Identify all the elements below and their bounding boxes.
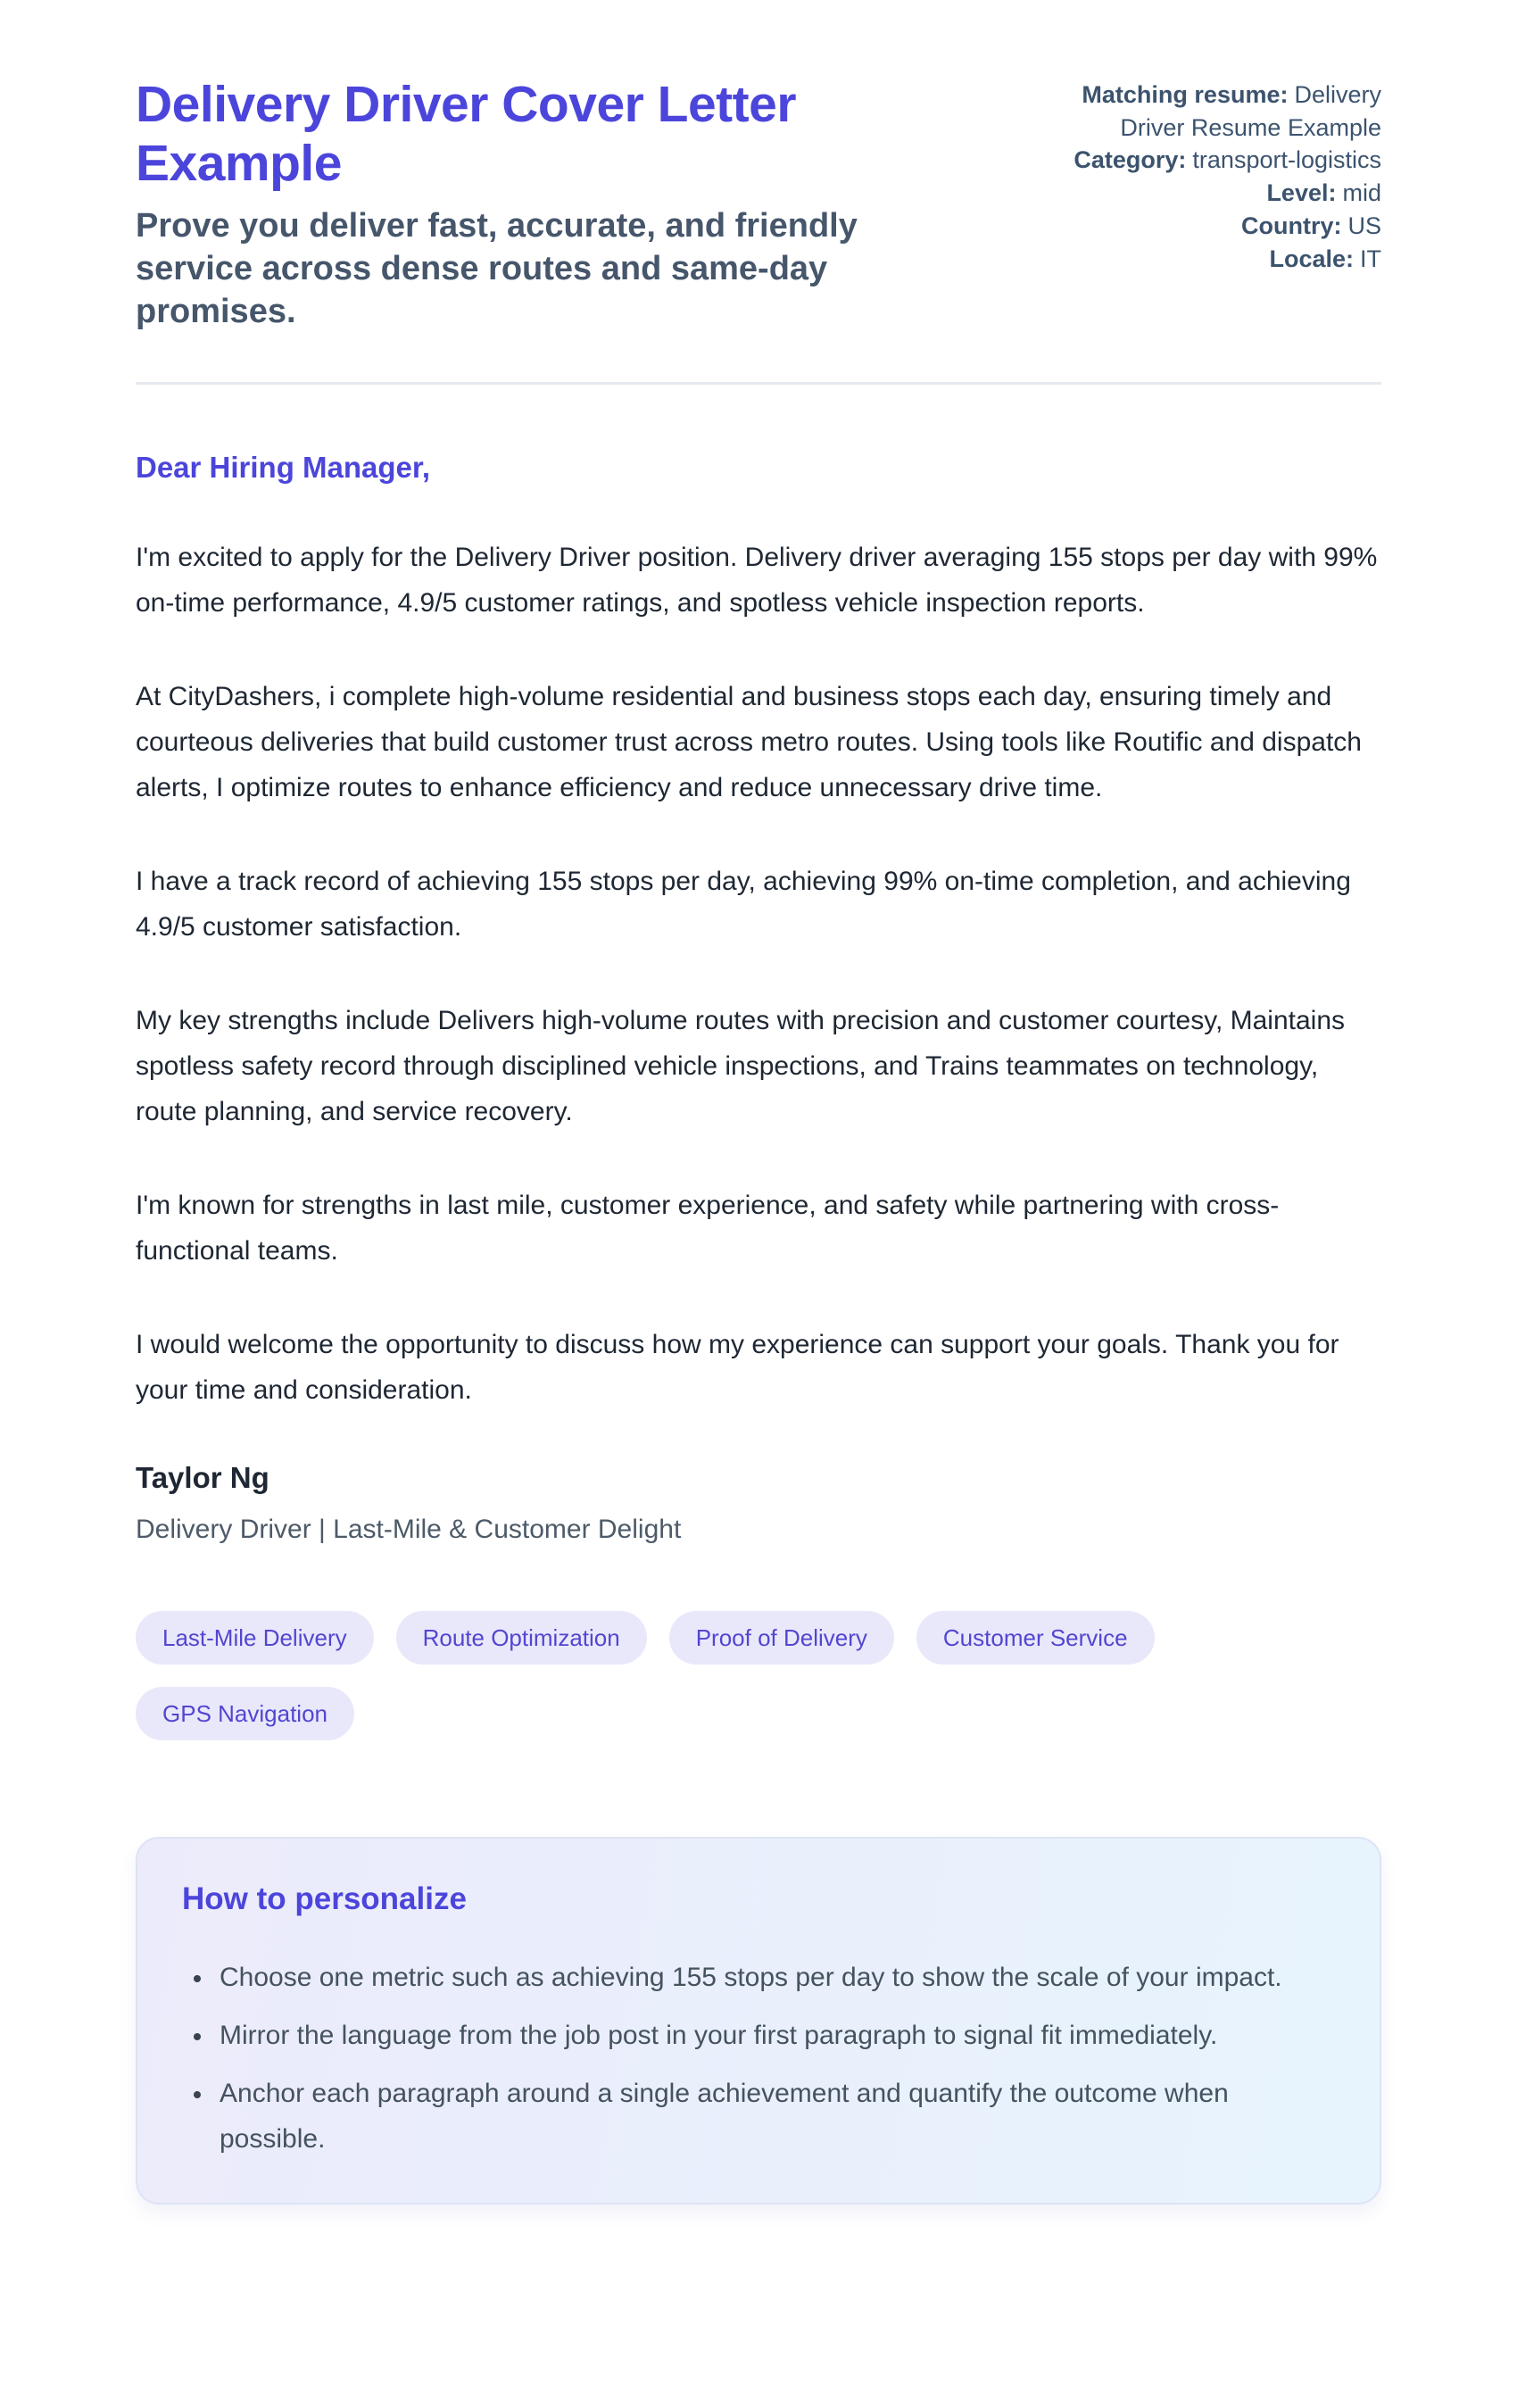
tag-gps-navigation[interactable]: GPS Navigation <box>136 1687 354 1740</box>
skill-tag-list <box>136 1611 1381 1740</box>
meta-country-label: Country: <box>1241 212 1342 239</box>
tag-last-mile-delivery[interactable]: Last-Mile Delivery <box>136 1611 374 1665</box>
personalize-tip-2: • Mirror the language from the job post in your first paragraph to signal fit immediately. <box>214 2013 1335 2058</box>
meta-matching-resume <box>1024 79 1381 144</box>
header-divider <box>136 382 1381 385</box>
page-title: Delivery Driver Cover Letter Example <box>136 76 797 193</box>
meta-country <box>1024 210 1381 243</box>
meta-matching-resume-value: Delivery Driver Resume Example <box>1120 81 1381 141</box>
letter-paragraph-6: I would welcome the opportunity to discuss how my experience can support your goals. Thank you for your time and consideration. <box>136 1329 1339 1405</box>
signature-block <box>136 1461 1381 1545</box>
personalize-tip-3: • Anchor each paragraph around a single achievement and quantify the outcome when possible. <box>214 2071 1335 2162</box>
meta-locale <box>1024 243 1381 276</box>
resume-meta-block <box>1024 79 1381 275</box>
tag-route-optimization[interactable]: Route Optimization <box>396 1611 647 1665</box>
meta-level-label: Level: <box>1266 179 1337 207</box>
meta-category <box>1024 144 1381 177</box>
meta-country-value: US <box>1347 212 1381 239</box>
tag-proof-of-delivery[interactable]: Proof of Delivery <box>669 1611 894 1665</box>
letter-paragraph-1: I'm excited to apply for the Delivery Driver position. Delivery driver averaging 155 stops per day with 99% on-time performance, 4.9/5 customer ratings, and spotless vehicle inspection reports. <box>136 542 1378 618</box>
meta-level <box>1024 177 1381 210</box>
meta-level-value: mid <box>1342 179 1381 207</box>
header-title-block <box>136 75 983 334</box>
page-subtitle: Prove you deliver fast, accurate, and friendly service across dense routes and same-day promises. <box>136 207 858 330</box>
meta-category-value: transport-logistics <box>1192 146 1381 174</box>
meta-locale-value: IT <box>1360 245 1381 272</box>
letter-body <box>136 451 1381 1545</box>
meta-locale-label: Locale: <box>1269 245 1354 272</box>
personalize-heading: How to personalize <box>182 1881 467 1916</box>
tag-customer-service[interactable]: Customer Service <box>916 1611 1155 1665</box>
personalize-tip-1: • Choose one metric such as achieving 155 stops per day to show the scale of your impact. <box>214 1955 1335 2000</box>
signature-role: Delivery Driver | Last-Mile & Customer Delight <box>136 1514 682 1544</box>
meta-category-label: Category: <box>1074 146 1187 174</box>
letter-paragraph-3: I have a track record of achieving 155 stops per day, achieving 99% on-time completion, and achieving 4.9/5 customer satisfaction. <box>136 866 1351 942</box>
personalize-tip-list <box>182 1955 1335 2162</box>
personalize-card <box>136 1837 1381 2205</box>
letter-paragraph-2: At CityDashers, i complete high-volume residential and business stops each day, ensuring timely and courteous deliveries that build customer trust across metro routes. Using tools like Routific and dispatch alerts, I optimize routes to enhance efficiency and reduce unnecessary drive time. <box>136 681 1362 802</box>
letter-paragraph-4: My key strengths include Delivers high-volume routes with precision and customer courtesy, Maintains spotless safety record through disciplined vehicle inspections, and Trains teammates on technology, route planning, and service recovery. <box>136 1005 1346 1126</box>
letter-paragraph-5: I'm known for strengths in last mile, customer experience, and safety while partnering with cross-functional teams. <box>136 1190 1280 1266</box>
letter-greeting: Dear Hiring Manager, <box>136 450 431 484</box>
signature-name: Taylor Ng <box>136 1460 269 1494</box>
page-header <box>136 75 1381 334</box>
meta-matching-resume-label: Matching resume: <box>1082 81 1289 108</box>
